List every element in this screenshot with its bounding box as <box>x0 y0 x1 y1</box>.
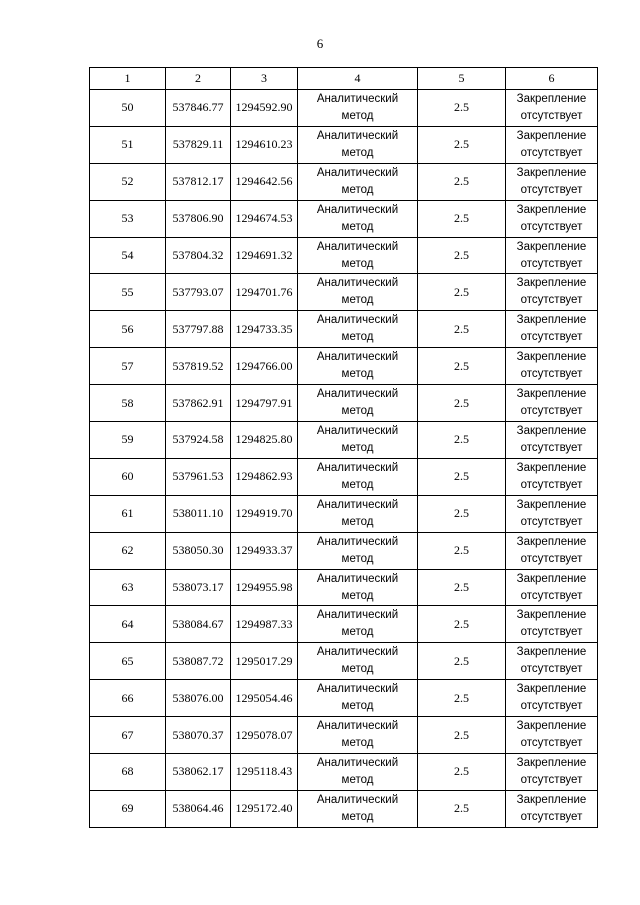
method-line: метод <box>341 737 374 750</box>
method-cell <box>298 422 418 459</box>
fixing-line: отсутствует <box>520 257 583 270</box>
fixing-line: отсутствует <box>520 737 583 750</box>
table-header-row <box>90 68 598 90</box>
method-cell <box>298 790 418 827</box>
x-coordinate-cell: 537819.52 <box>166 348 231 385</box>
fixing-cell <box>506 348 598 385</box>
y-coordinate-cell: 1295172.40 <box>231 790 298 827</box>
table-row <box>90 643 598 680</box>
method-line: метод <box>341 220 374 233</box>
point-number-cell: 67 <box>90 717 166 754</box>
y-coordinate-cell: 1294642.56 <box>231 163 298 200</box>
accuracy-cell: 2.5 <box>418 717 506 754</box>
fixing-cell <box>506 532 598 569</box>
accuracy-cell: 2.5 <box>418 237 506 274</box>
table-row <box>90 274 598 311</box>
fixing-line: Закрепление <box>516 314 587 327</box>
accuracy-cell: 2.5 <box>418 754 506 791</box>
column-header: 5 <box>418 68 506 90</box>
fixing-cell <box>506 458 598 495</box>
table-row <box>90 422 598 459</box>
method-line: метод <box>341 589 374 602</box>
table-row <box>90 348 598 385</box>
method-line: метод <box>341 405 374 418</box>
fixing-line: Закрепление <box>516 388 587 401</box>
fixing-cell <box>506 163 598 200</box>
x-coordinate-cell: 538064.46 <box>166 790 231 827</box>
fixing-cell <box>506 606 598 643</box>
fixing-line: Закрепление <box>516 609 587 622</box>
fixing-line: Закрепление <box>516 720 587 733</box>
accuracy-cell: 2.5 <box>418 348 506 385</box>
table-row <box>90 385 598 422</box>
x-coordinate-cell: 538073.17 <box>166 569 231 606</box>
fixing-line: отсутствует <box>520 589 583 602</box>
method-line: Аналитический <box>316 203 399 216</box>
method-cell <box>298 163 418 200</box>
table-row <box>90 237 598 274</box>
x-coordinate-cell: 537829.11 <box>166 126 231 163</box>
method-line: Аналитический <box>316 277 399 290</box>
fixing-line: Закрепление <box>516 646 587 659</box>
point-number-cell: 58 <box>90 385 166 422</box>
fixing-line: Закрепление <box>516 756 587 769</box>
method-line: метод <box>341 257 374 270</box>
method-line: Аналитический <box>316 351 399 364</box>
method-cell <box>298 200 418 237</box>
method-cell <box>298 569 418 606</box>
method-line: Аналитический <box>316 498 399 511</box>
fixing-line: отсутствует <box>520 663 583 676</box>
method-line: Аналитический <box>316 683 399 696</box>
point-number-cell: 55 <box>90 274 166 311</box>
x-coordinate-cell: 537806.90 <box>166 200 231 237</box>
method-line: Аналитический <box>316 92 399 105</box>
point-number-cell: 50 <box>90 90 166 127</box>
page-number: 6 <box>316 36 324 51</box>
fixing-cell <box>506 422 598 459</box>
fixing-cell <box>506 643 598 680</box>
fixing-cell <box>506 237 598 274</box>
fixing-line: Закрепление <box>516 240 587 253</box>
y-coordinate-cell: 1294825.80 <box>231 422 298 459</box>
method-line: Аналитический <box>316 314 399 327</box>
method-line: Аналитический <box>316 756 399 769</box>
method-cell <box>298 90 418 127</box>
fixing-line: отсутствует <box>520 183 583 196</box>
point-number-cell: 60 <box>90 458 166 495</box>
table-row <box>90 754 598 791</box>
method-line: метод <box>341 441 374 454</box>
y-coordinate-cell: 1294797.91 <box>231 385 298 422</box>
y-coordinate-cell: 1294610.23 <box>231 126 298 163</box>
fixing-line: отсутствует <box>520 626 583 639</box>
table-row <box>90 717 598 754</box>
fixing-cell <box>506 717 598 754</box>
fixing-line: Закрепление <box>516 424 587 437</box>
fixing-line: Закрепление <box>516 203 587 216</box>
accuracy-cell: 2.5 <box>418 422 506 459</box>
point-number-cell: 65 <box>90 643 166 680</box>
table-row <box>90 606 598 643</box>
method-cell <box>298 643 418 680</box>
method-line: метод <box>341 109 374 122</box>
method-line: метод <box>341 331 374 344</box>
method-line: метод <box>341 663 374 676</box>
x-coordinate-cell: 537961.53 <box>166 458 231 495</box>
point-number-cell: 57 <box>90 348 166 385</box>
accuracy-cell: 2.5 <box>418 311 506 348</box>
method-cell <box>298 606 418 643</box>
x-coordinate-cell: 537846.77 <box>166 90 231 127</box>
x-coordinate-cell: 538087.72 <box>166 643 231 680</box>
y-coordinate-cell: 1294987.33 <box>231 606 298 643</box>
fixing-line: отсутствует <box>520 146 583 159</box>
accuracy-cell: 2.5 <box>418 274 506 311</box>
accuracy-cell: 2.5 <box>418 126 506 163</box>
fixing-cell <box>506 754 598 791</box>
column-header: 6 <box>506 68 598 90</box>
method-line: метод <box>341 773 374 786</box>
column-header: 3 <box>231 68 298 90</box>
fixing-cell <box>506 200 598 237</box>
fixing-line: Закрепление <box>516 683 587 696</box>
point-number-cell: 64 <box>90 606 166 643</box>
method-cell <box>298 348 418 385</box>
fixing-line: отсутствует <box>520 773 583 786</box>
method-line: Аналитический <box>316 240 399 253</box>
method-cell <box>298 458 418 495</box>
fixing-cell <box>506 495 598 532</box>
accuracy-cell: 2.5 <box>418 790 506 827</box>
y-coordinate-cell: 1295078.07 <box>231 717 298 754</box>
point-number-cell: 63 <box>90 569 166 606</box>
point-number-cell: 54 <box>90 237 166 274</box>
accuracy-cell: 2.5 <box>418 385 506 422</box>
fixing-line: Закрепление <box>516 793 587 806</box>
table-row <box>90 90 598 127</box>
x-coordinate-cell: 538050.30 <box>166 532 231 569</box>
table-row <box>90 458 598 495</box>
fixing-line: отсутствует <box>520 478 583 491</box>
y-coordinate-cell: 1294766.00 <box>231 348 298 385</box>
method-line: метод <box>341 515 374 528</box>
table-row <box>90 495 598 532</box>
table-row <box>90 126 598 163</box>
method-cell <box>298 680 418 717</box>
x-coordinate-cell: 538011.10 <box>166 495 231 532</box>
accuracy-cell: 2.5 <box>418 643 506 680</box>
x-coordinate-cell: 538070.37 <box>166 717 231 754</box>
method-cell <box>298 274 418 311</box>
point-number-cell: 69 <box>90 790 166 827</box>
x-coordinate-cell: 538084.67 <box>166 606 231 643</box>
fixing-cell <box>506 90 598 127</box>
y-coordinate-cell: 1294701.76 <box>231 274 298 311</box>
point-number-cell: 51 <box>90 126 166 163</box>
method-line: метод <box>341 368 374 381</box>
fixing-line: Закрепление <box>516 498 587 511</box>
y-coordinate-cell: 1294691.32 <box>231 237 298 274</box>
x-coordinate-cell: 537924.58 <box>166 422 231 459</box>
point-number-cell: 56 <box>90 311 166 348</box>
point-number-cell: 53 <box>90 200 166 237</box>
accuracy-cell: 2.5 <box>418 495 506 532</box>
table-row <box>90 680 598 717</box>
x-coordinate-cell: 538076.00 <box>166 680 231 717</box>
y-coordinate-cell: 1294933.37 <box>231 532 298 569</box>
x-coordinate-cell: 537862.91 <box>166 385 231 422</box>
table-body <box>90 90 598 828</box>
method-line: Аналитический <box>316 572 399 585</box>
point-number-cell: 66 <box>90 680 166 717</box>
method-line: Аналитический <box>316 424 399 437</box>
accuracy-cell: 2.5 <box>418 569 506 606</box>
method-line: Аналитический <box>316 793 399 806</box>
method-cell <box>298 126 418 163</box>
point-number-cell: 61 <box>90 495 166 532</box>
method-cell <box>298 237 418 274</box>
method-cell <box>298 754 418 791</box>
table-row <box>90 311 598 348</box>
fixing-line: отсутствует <box>520 331 583 344</box>
accuracy-cell: 2.5 <box>418 458 506 495</box>
table-row <box>90 163 598 200</box>
fixing-cell <box>506 680 598 717</box>
x-coordinate-cell: 537804.32 <box>166 237 231 274</box>
table-row <box>90 569 598 606</box>
method-line: метод <box>341 700 374 713</box>
x-coordinate-cell: 537812.17 <box>166 163 231 200</box>
fixing-line: Закрепление <box>516 351 587 364</box>
x-coordinate-cell: 537793.07 <box>166 274 231 311</box>
fixing-line: отсутствует <box>520 294 583 307</box>
column-header: 1 <box>90 68 166 90</box>
accuracy-cell: 2.5 <box>418 680 506 717</box>
fixing-cell <box>506 274 598 311</box>
method-cell <box>298 717 418 754</box>
fixing-line: отсутствует <box>520 368 583 381</box>
method-line: метод <box>341 294 374 307</box>
method-line: Аналитический <box>316 129 399 142</box>
y-coordinate-cell: 1295017.29 <box>231 643 298 680</box>
x-coordinate-cell: 537797.88 <box>166 311 231 348</box>
fixing-cell <box>506 126 598 163</box>
method-cell <box>298 495 418 532</box>
y-coordinate-cell: 1294862.93 <box>231 458 298 495</box>
y-coordinate-cell: 1294674.53 <box>231 200 298 237</box>
method-line: метод <box>341 810 374 823</box>
point-number-cell: 62 <box>90 532 166 569</box>
fixing-line: Закрепление <box>516 572 587 585</box>
method-line: Аналитический <box>316 720 399 733</box>
fixing-line: Закрепление <box>516 461 587 474</box>
method-line: метод <box>341 183 374 196</box>
fixing-line: Закрепление <box>516 535 587 548</box>
column-header: 2 <box>166 68 231 90</box>
method-line: Аналитический <box>316 646 399 659</box>
fixing-line: отсутствует <box>520 405 583 418</box>
y-coordinate-cell: 1294919.70 <box>231 495 298 532</box>
table-row <box>90 200 598 237</box>
y-coordinate-cell: 1294733.35 <box>231 311 298 348</box>
table-row <box>90 790 598 827</box>
fixing-line: отсутствует <box>520 810 583 823</box>
accuracy-cell: 2.5 <box>418 163 506 200</box>
accuracy-cell: 2.5 <box>418 200 506 237</box>
method-line: метод <box>341 626 374 639</box>
accuracy-cell: 2.5 <box>418 532 506 569</box>
point-number-cell: 68 <box>90 754 166 791</box>
fixing-line: Закрепление <box>516 129 587 142</box>
fixing-line: Закрепление <box>516 277 587 290</box>
y-coordinate-cell: 1294955.98 <box>231 569 298 606</box>
method-cell <box>298 311 418 348</box>
method-line: метод <box>341 552 374 565</box>
point-number-cell: 59 <box>90 422 166 459</box>
fixing-line: отсутствует <box>520 109 583 122</box>
point-number-cell: 52 <box>90 163 166 200</box>
y-coordinate-cell: 1295054.46 <box>231 680 298 717</box>
method-line: метод <box>341 478 374 491</box>
fixing-line: отсутствует <box>520 220 583 233</box>
fixing-cell <box>506 790 598 827</box>
method-cell <box>298 385 418 422</box>
method-line: Аналитический <box>316 388 399 401</box>
y-coordinate-cell: 1295118.43 <box>231 754 298 791</box>
accuracy-cell: 2.5 <box>418 90 506 127</box>
method-line: метод <box>341 146 374 159</box>
method-line: Аналитический <box>316 535 399 548</box>
coordinates-table <box>89 67 598 828</box>
fixing-line: отсутствует <box>520 441 583 454</box>
column-header: 4 <box>298 68 418 90</box>
fixing-cell <box>506 569 598 606</box>
method-line: Аналитический <box>316 609 399 622</box>
y-coordinate-cell: 1294592.90 <box>231 90 298 127</box>
fixing-cell <box>506 385 598 422</box>
method-line: Аналитический <box>316 166 399 179</box>
fixing-line: Закрепление <box>516 92 587 105</box>
x-coordinate-cell: 538062.17 <box>166 754 231 791</box>
fixing-line: отсутствует <box>520 700 583 713</box>
fixing-line: отсутствует <box>520 552 583 565</box>
accuracy-cell: 2.5 <box>418 606 506 643</box>
fixing-line: Закрепление <box>516 166 587 179</box>
method-line: Аналитический <box>316 461 399 474</box>
method-cell <box>298 532 418 569</box>
table-row <box>90 532 598 569</box>
fixing-cell <box>506 311 598 348</box>
fixing-line: отсутствует <box>520 515 583 528</box>
